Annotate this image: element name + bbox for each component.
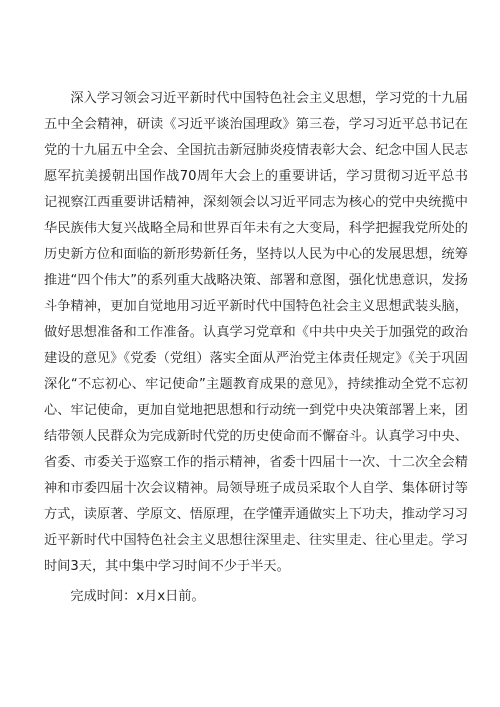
- completion-time: 完成时间：x月x日前。: [70, 589, 205, 604]
- document-content: [44, 86, 468, 610]
- body-paragraph: 深入学习领会习近平新时代中国特色社会主义思想，学习党的十九届五中全会精神，研读《习近平谈治国理政》第三卷，学习习近平总书记在党的十九届五中全会、全国抗击新冠肺炎疫情表彰大会、纪念中国人民志愿军抗美援朝出国作战70周年大会上的重要讲话，学习贯彻习近平总书记视察江西重要讲话精神，深刻领会以习近平同志为核心的党中央统揽中华民族伟大复兴战略全局和世界百年未有之大变局，科学把握我党所处的历史新方位和面临的新形势新任务，坚持以人民为中心的发展思想，统筹推进“四个伟大”的系列重大战略决策、部署和意图，强化忧患意识，发扬斗争精神，更加自觉地用习近平新时代中国特色社会主义思想武装头脑，做好思想准备和工作准备。认真学习党章和《中共中央关于加强党的政治建设的意见》《党委（党组）落实全面从严治党主体责任规定》《关于巩固深化“不忘初心、牢记使命”主题教育成果的意见》，持续推动全党不忘初心、牢记使命，更加自觉地把思想和行动统一到党中央决策部署上来，团结带领人民群众为完成新时代党的历史使命而不懈奋斗。认真学习中央、省委、市委关于巡察工作的指示精神，省委十四届十一次、十二次全会精神和市委四届十次会议精神。局领导班子成员采取个人自学、集体研讨等方式，读原著、学原文、悟原理，在学懂弄通做实上下功夫，推动学习习近平新时代中国特色社会主义思想往深里走、往实里走、往心里走。学习时间3天，其中集中学习时间不少于半天。: [44, 91, 468, 574]
